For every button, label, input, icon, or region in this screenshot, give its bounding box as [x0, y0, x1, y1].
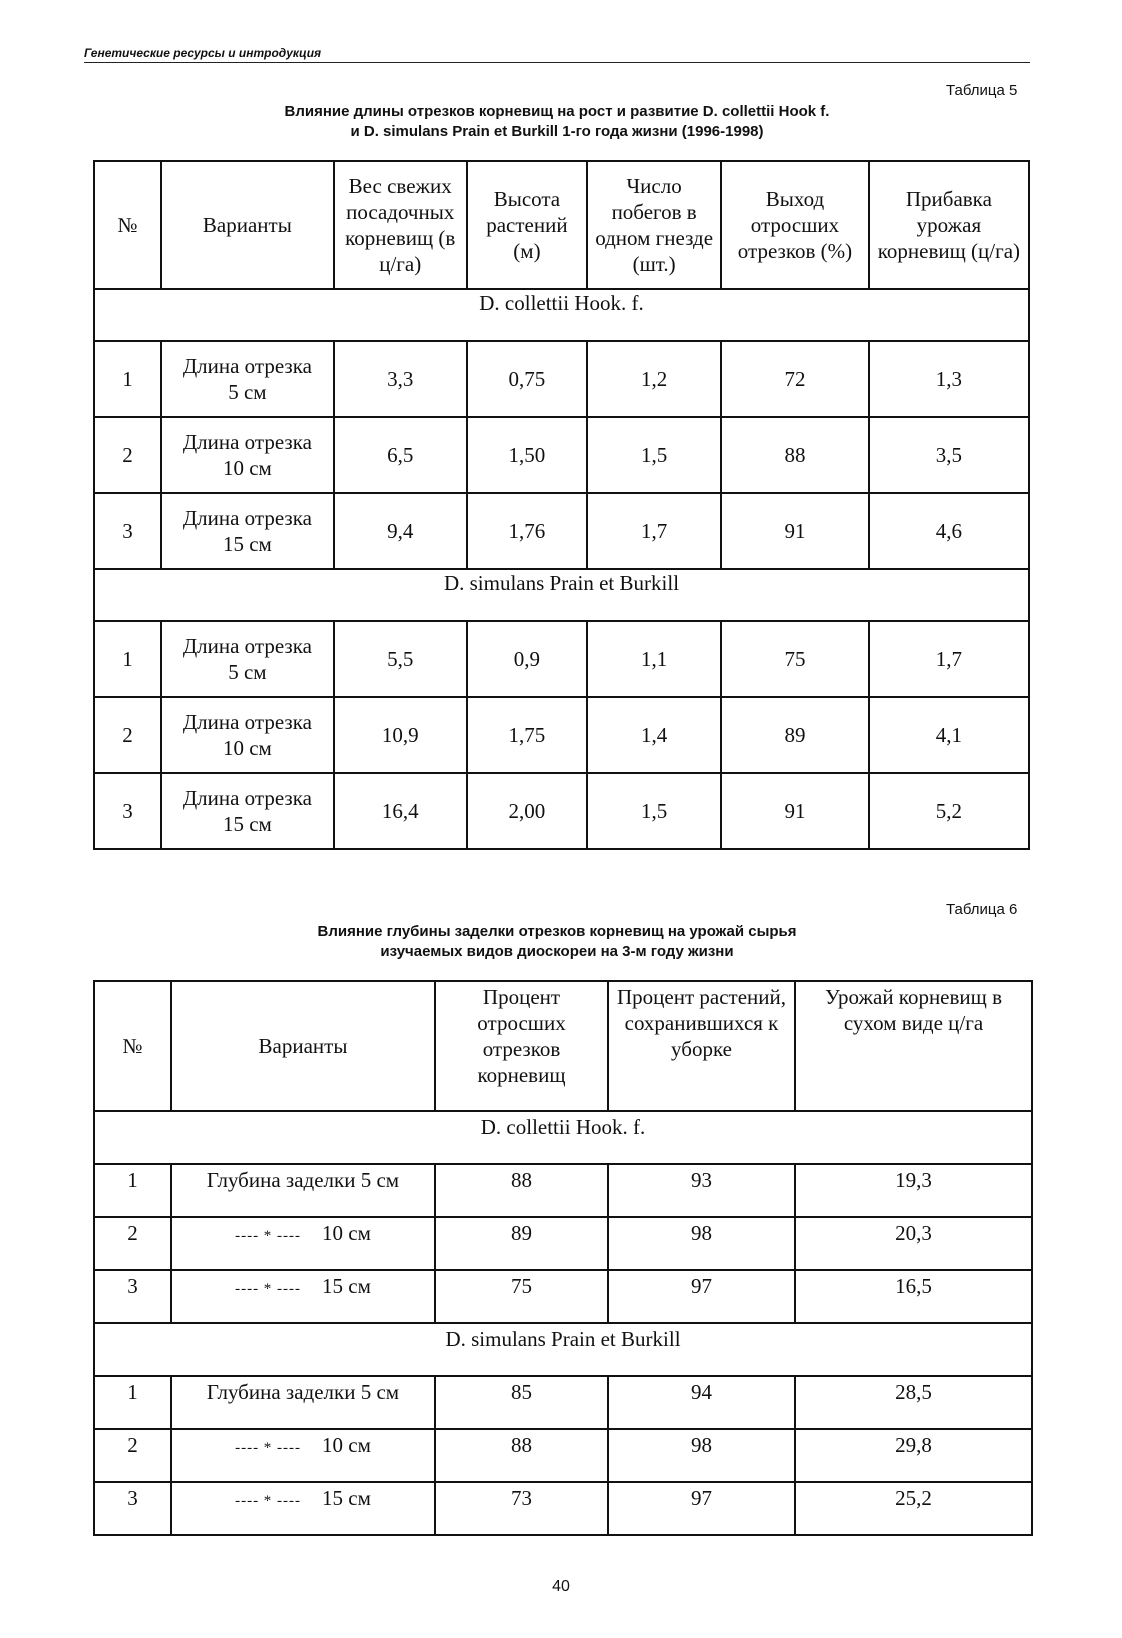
cell-shoots: 1,5 [587, 773, 721, 849]
row-variant [161, 493, 334, 569]
cell-crop: 29,8 [795, 1429, 1032, 1482]
cell-crop: 28,5 [795, 1376, 1032, 1429]
table-row [94, 773, 1029, 849]
cell-crop: 19,3 [795, 1164, 1032, 1217]
table-row [94, 493, 1029, 569]
cell-shoots: 1,7 [587, 493, 721, 569]
cell-height: 0,9 [467, 621, 587, 697]
cell-weight: 6,5 [334, 417, 467, 493]
table5-section-species: D. simulans Prain et Burkill [94, 569, 1029, 621]
table5-col-number: № [94, 161, 161, 289]
row-number: 2 [94, 1429, 171, 1482]
cell-height: 0,75 [467, 341, 587, 417]
cell-crop: 20,3 [795, 1217, 1032, 1270]
variant-line2: 5 см [228, 660, 267, 684]
variant-depth: 10 см [322, 1221, 371, 1245]
cell-sprouted: 75 [435, 1270, 608, 1323]
cell-gain: 1,3 [869, 341, 1029, 417]
cell-preserved: 98 [608, 1217, 795, 1270]
row-number: 1 [94, 621, 161, 697]
page-number: 40 [552, 1578, 570, 1595]
cell-preserved: 97 [608, 1482, 795, 1535]
cell-preserved: 97 [608, 1270, 795, 1323]
cell-yield: 72 [721, 341, 869, 417]
table6-col-preserved: Процент растений, сохранившихся к уборке [608, 981, 795, 1111]
table6-title-line1: Влияние глубины заделки отрезков корневищ на урожай сырья [317, 923, 797, 940]
variant-line2: 10 см [222, 736, 272, 760]
row-number: 2 [94, 1217, 171, 1270]
table5-section-row [94, 569, 1029, 621]
row-variant [171, 1482, 435, 1535]
ditto-mark: ---- * ---- [235, 1281, 302, 1297]
row-variant [161, 621, 334, 697]
variant-depth: 10 см [322, 1433, 371, 1457]
table5-col-weight: Вес свежих посадочных корневищ (в ц/га) [334, 161, 467, 289]
cell-weight: 16,4 [334, 773, 467, 849]
table6-col-variants: Варианты [171, 981, 435, 1111]
table6-title-line2: изучаемых видов диоскореи на 3-м году жизни [380, 943, 734, 960]
cell-yield: 89 [721, 697, 869, 773]
ditto-mark: ---- * ---- [235, 1493, 302, 1509]
variant-line1: Длина отрезка [182, 786, 312, 810]
row-variant: Глубина заделки 5 см [171, 1164, 435, 1217]
row-variant [171, 1217, 435, 1270]
variant-depth: 15 см [322, 1486, 371, 1510]
table-row [94, 1164, 1032, 1217]
cell-sprouted: 88 [435, 1429, 608, 1482]
cell-preserved: 98 [608, 1429, 795, 1482]
row-number: 2 [94, 417, 161, 493]
cell-crop: 16,5 [795, 1270, 1032, 1323]
row-variant: Глубина заделки 5 см [171, 1376, 435, 1429]
table6-col-sprouted: Процент отросших отрезков корневищ [435, 981, 608, 1111]
row-variant [161, 697, 334, 773]
table6-section-row [94, 1111, 1032, 1164]
table5 [93, 160, 1030, 850]
table-row [94, 417, 1029, 493]
table5-col-yield: Выход отросших отрезков (%) [721, 161, 869, 289]
cell-shoots: 1,4 [587, 697, 721, 773]
row-variant [161, 341, 334, 417]
table-row [94, 1270, 1032, 1323]
cell-gain: 5,2 [869, 773, 1029, 849]
table5-header-row [94, 161, 1029, 289]
row-number: 3 [94, 1270, 171, 1323]
row-number: 3 [94, 773, 161, 849]
cell-preserved: 94 [608, 1376, 795, 1429]
cell-weight: 10,9 [334, 697, 467, 773]
cell-height: 2,00 [467, 773, 587, 849]
table-row [94, 1429, 1032, 1482]
table6-section-species: D. simulans Prain et Burkill [94, 1323, 1032, 1376]
table6-label: Таблица 6 [946, 901, 1018, 918]
table5-section-row [94, 289, 1029, 341]
row-variant [161, 773, 334, 849]
header-rule [84, 62, 1030, 63]
row-variant [161, 417, 334, 493]
cell-gain: 1,7 [869, 621, 1029, 697]
table5-col-gain: Прибавка урожая корневищ (ц/га) [869, 161, 1029, 289]
variant-line2: 15 см [222, 532, 272, 556]
table6-col-crop: Урожай корневищ в сухом виде ц/га [795, 981, 1032, 1111]
row-number: 2 [94, 697, 161, 773]
variant-line1: Длина отрезка [182, 430, 312, 454]
cell-shoots: 1,5 [587, 417, 721, 493]
table-row [94, 1217, 1032, 1270]
ditto-mark: ---- * ---- [235, 1440, 302, 1456]
cell-yield: 91 [721, 493, 869, 569]
cell-yield: 88 [721, 417, 869, 493]
row-number: 1 [94, 1376, 171, 1429]
table5-title-line1: Влияние длины отрезков корневищ на рост и развитие D. collettii Hook f. [284, 103, 830, 120]
row-number: 3 [94, 1482, 171, 1535]
cell-weight: 9,4 [334, 493, 467, 569]
table6-col-number: № [94, 981, 171, 1111]
cell-gain: 3,5 [869, 417, 1029, 493]
table5-col-height: Высота растений (м) [467, 161, 587, 289]
cell-weight: 5,5 [334, 621, 467, 697]
row-number: 1 [94, 341, 161, 417]
table6-section-species: D. collettii Hook. f. [94, 1111, 1032, 1164]
table-row [94, 341, 1029, 417]
variant-line1: Длина отрезка [182, 710, 312, 734]
row-number: 3 [94, 493, 161, 569]
cell-height: 1,76 [467, 493, 587, 569]
table6 [93, 980, 1033, 1536]
table-row [94, 1376, 1032, 1429]
row-variant [171, 1429, 435, 1482]
cell-yield: 75 [721, 621, 869, 697]
variant-line1: Длина отрезка [182, 634, 312, 658]
row-variant [171, 1270, 435, 1323]
table5-title [84, 102, 1030, 142]
table5-label: Таблица 5 [946, 82, 1018, 99]
variant-line1: Длина отрезка [182, 354, 312, 378]
table-row [94, 1482, 1032, 1535]
cell-weight: 3,3 [334, 341, 467, 417]
cell-sprouted: 85 [435, 1376, 608, 1429]
cell-sprouted: 88 [435, 1164, 608, 1217]
cell-sprouted: 89 [435, 1217, 608, 1270]
table5-title-line2: и D. simulans Prain et Burkill 1-го года жизни (1996-1998) [350, 123, 764, 140]
cell-sprouted: 73 [435, 1482, 608, 1535]
table5-col-shoots: Число побегов в одном гнезде (шт.) [587, 161, 721, 289]
cell-preserved: 93 [608, 1164, 795, 1217]
variant-line2: 10 см [222, 456, 272, 480]
cell-gain: 4,1 [869, 697, 1029, 773]
cell-yield: 91 [721, 773, 869, 849]
table6-title [84, 922, 1030, 962]
cell-height: 1,50 [467, 417, 587, 493]
cell-gain: 4,6 [869, 493, 1029, 569]
running-header: Генетические ресурсы и интродукция [84, 46, 322, 60]
table-row [94, 697, 1029, 773]
table6-section-row [94, 1323, 1032, 1376]
table6-header-row [94, 981, 1032, 1111]
variant-depth: 15 см [322, 1274, 371, 1298]
variant-line2: 15 см [222, 812, 272, 836]
table5-col-variants: Варианты [161, 161, 334, 289]
cell-height: 1,75 [467, 697, 587, 773]
cell-crop: 25,2 [795, 1482, 1032, 1535]
ditto-mark: ---- * ---- [235, 1228, 302, 1244]
table5-section-species: D. collettii Hook. f. [94, 289, 1029, 341]
variant-line1: Длина отрезка [182, 506, 312, 530]
table-row [94, 621, 1029, 697]
cell-shoots: 1,1 [587, 621, 721, 697]
variant-line2: 5 см [228, 380, 267, 404]
row-number: 1 [94, 1164, 171, 1217]
cell-shoots: 1,2 [587, 341, 721, 417]
